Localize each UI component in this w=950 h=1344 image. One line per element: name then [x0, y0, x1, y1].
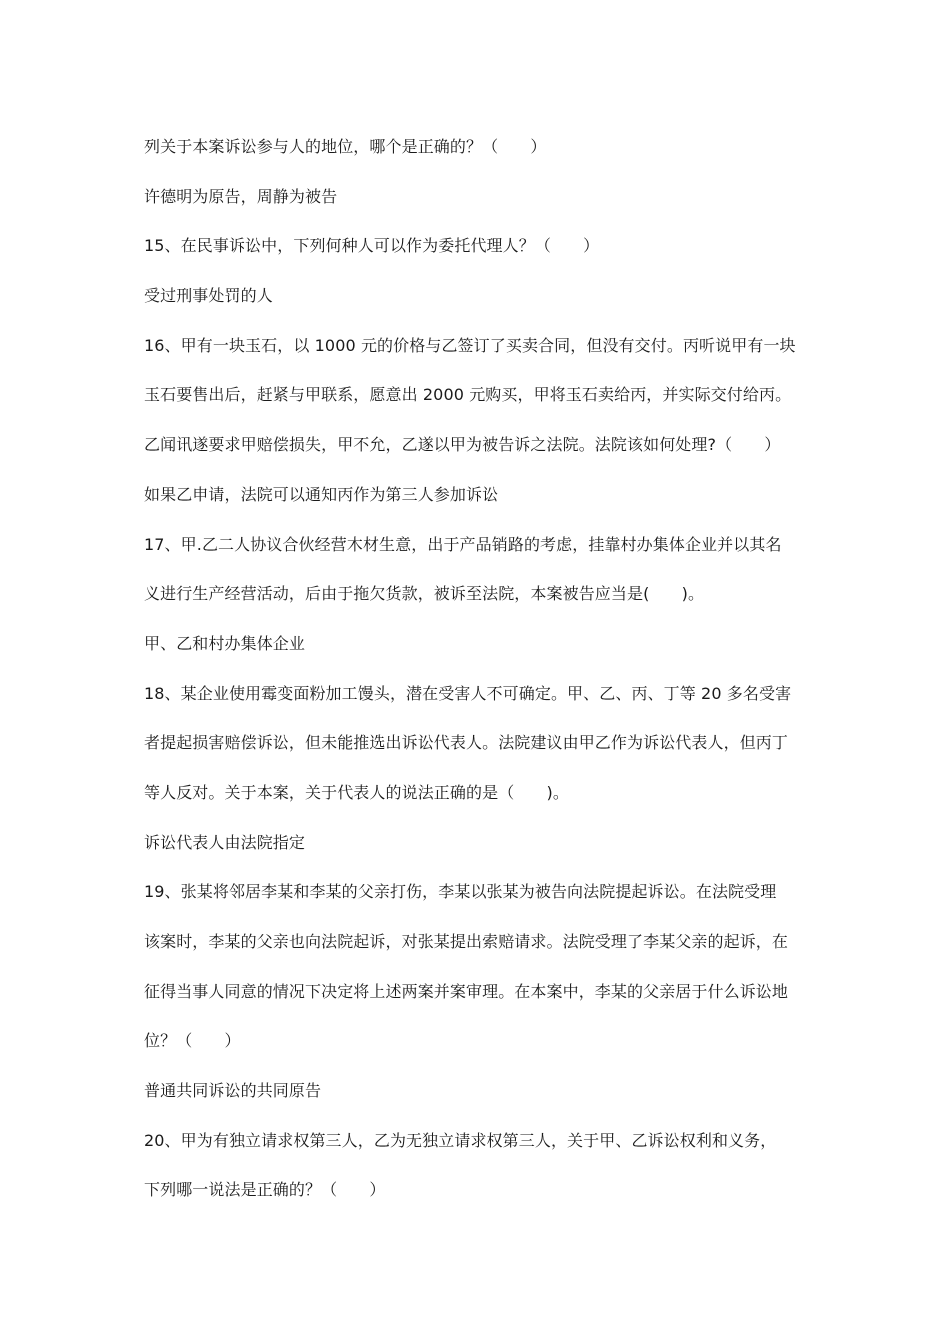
- question-18-line-2: 者提起损害赔偿诉讼，但未能推选出诉讼代表人。法院建议由甲乙作为诉讼代表人，但丙丁: [144, 733, 789, 753]
- question-16-line-2: 玉石要售出后，赶紧与甲联系，愿意出 2000 元购买，甲将玉石卖给丙，并实际交付给丙。: [144, 385, 792, 405]
- question-20-line-2: 下列哪一说法是正确的？（ ）: [144, 1180, 386, 1200]
- question-16-line-3: 乙闻讯遂要求甲赔偿损失，甲不允，乙遂以甲为被告诉之法院。法院该如何处理?（ ）: [144, 435, 781, 455]
- question-17-line-1: 17、甲.乙二人协议合伙经营木材生意，出于产品销路的考虑，挂靠村办集体企业并以其名: [144, 534, 782, 554]
- answer-16: 如果乙申请，法院可以通知丙作为第三人参加诉讼: [144, 484, 499, 504]
- question-18-line-1: 18、某企业使用霉变面粉加工馒头，潜在受害人不可确定。甲、乙、丙、丁等 20 多名受害: [144, 683, 792, 703]
- question-18-line-3: 等人反对。关于本案，关于代表人的说法正确的是（ )。: [144, 782, 569, 802]
- question-15: 15、在民事诉讼中，下列何种人可以作为委托代理人？（ ）: [144, 236, 600, 256]
- question-19-line-4: 位？（ ）: [144, 1031, 241, 1051]
- question-19-line-2: 该案时，李某的父亲也向法院起诉，对张某提出索赔请求。法院受理了李某父亲的起诉，在: [144, 932, 789, 951]
- question-19-line-3: 征得当事人同意的情况下决定将上述两案并案审理。在本案中，李某的父亲居于什么诉讼地: [144, 981, 789, 1001]
- answer-18: 诉讼代表人由法院指定: [144, 832, 306, 852]
- answer-17: 甲、乙和村办集体企业: [144, 633, 306, 653]
- question-19-line-1: 19、张某将邻居李某和李某的父亲打伤，李某以张某为被告向法院提起诉讼。在法院受理: [144, 882, 777, 902]
- answer-19: 普通共同诉讼的共同原告: [144, 1081, 322, 1101]
- answer-15: 受过刑事处罚的人: [144, 286, 273, 306]
- question-continuation: 列关于本案诉讼参与人的地位，哪个是正确的？（ ）: [144, 137, 547, 156]
- question-17-line-2: 义进行生产经营活动，后由于拖欠货款，被诉至法院，本案被告应当是( )。: [144, 584, 705, 604]
- document-body: [144, 122, 808, 1215]
- question-16-line-1: 16、甲有一块玉石，以 1000 元的价格与乙签订了买卖合同，但没有交付。丙听说甲有一块: [144, 335, 796, 355]
- question-20-line-1: 20、甲为有独立请求权第三人，乙为无独立请求权第三人，关于甲、乙诉讼权利和义务，: [144, 1130, 777, 1150]
- answer-line: 许德明为原告，周静为被告: [144, 186, 338, 206]
